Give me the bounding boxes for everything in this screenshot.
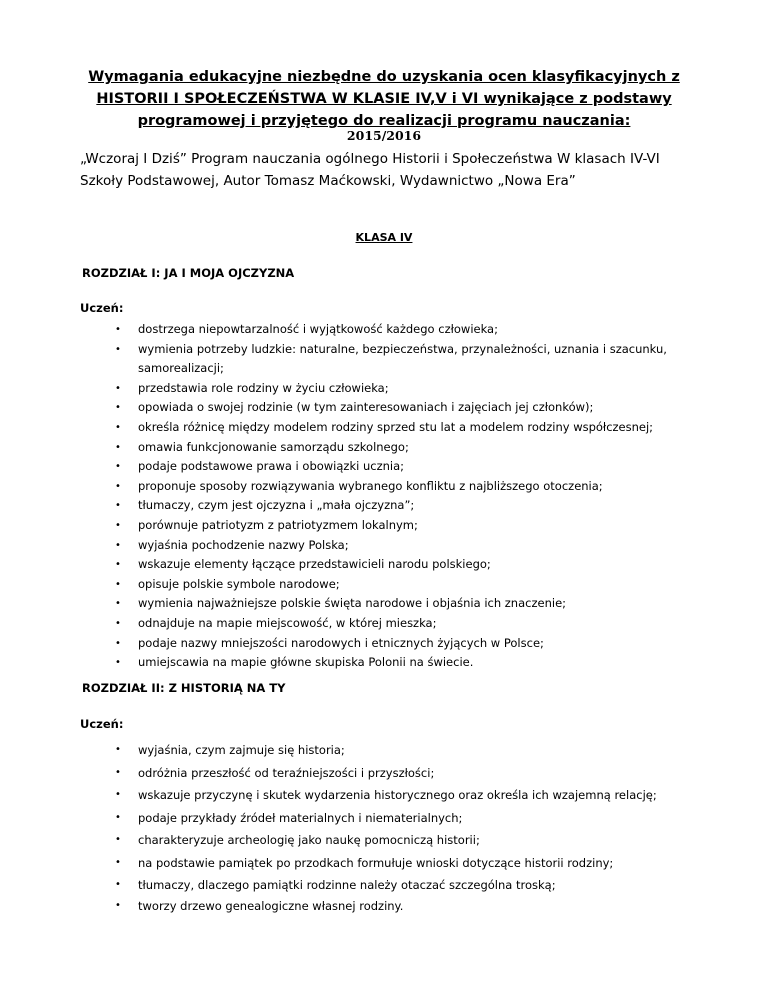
list-item: [0, 897, 698, 915]
bullet-icon: •: [115, 441, 121, 453]
list-item: [0, 457, 698, 477]
list-item-text: przedstawia role rodziny w życiu człowieka;: [138, 380, 389, 395]
list-item: [0, 379, 698, 399]
bullet-icon: •: [115, 899, 121, 911]
bullet-icon: •: [115, 578, 121, 590]
list-item: [0, 807, 698, 830]
program-line: Szkoły Podstawowej, Autor Tomasz Maćkowski, Wydawnictwo „Nowa Era”: [80, 173, 576, 189]
class-heading: KLASA IV: [355, 231, 413, 244]
list-item-text: wyjaśnia pochodzenie nazwy Polska;: [138, 537, 349, 552]
list-item-text: tłumaczy, czym jest ojczyzna i „mała ojczyzna”;: [138, 498, 415, 513]
list-item-text: tworzy drzewo genealogiczne własnej rodziny.: [138, 898, 404, 913]
bullet-icon: •: [115, 500, 121, 512]
bullet-icon: •: [115, 480, 121, 492]
list-item-text: podaje przykłady źródeł materialnych i niematerialnych;: [138, 810, 463, 825]
list-item-text: tłumaczy, dlaczego pamiątki rodzinne należy otaczać szczególna troską;: [138, 878, 556, 892]
list-item-text: charakteryzuje archeologię jako naukę pomocniczą historii;: [138, 833, 480, 847]
student-label: Uczeń:: [80, 717, 124, 731]
list-item: [0, 536, 698, 556]
bullet-icon: •: [115, 811, 121, 823]
list-item: [0, 418, 698, 438]
list-item: [0, 614, 698, 634]
list-item-text: określa różnicę między modelem rodziny sprzed stu lat a modelem rodziny współczesnej;: [138, 419, 654, 434]
bullet-icon: •: [115, 766, 121, 778]
list-item-text: dostrzega niepowtarzalność i wyjątkowość każdego człowieka;: [138, 322, 498, 336]
list-item-text: odnajduje na mapie miejscowość, w której mieszka;: [138, 615, 437, 630]
list-item: [0, 874, 698, 897]
list-item: [0, 555, 698, 575]
student-label: Uczeń:: [80, 301, 124, 315]
title-line: Wymagania edukacyjne niezbędne do uzyskania ocen klasyfikacyjnych z: [88, 69, 680, 85]
bullet-icon: •: [115, 657, 121, 669]
bullet-icon: •: [115, 539, 121, 551]
list-item-text: wskazuje przyczynę i skutek wydarzenia historycznego oraz określa ich wzajemną relację;: [138, 788, 657, 802]
list-item: [0, 852, 698, 875]
list-item: [0, 340, 698, 379]
bullet-icon: •: [115, 789, 121, 800]
requirements-list: [0, 320, 768, 673]
list-item: [0, 477, 698, 497]
list-item: [0, 634, 698, 654]
list-item-text: na podstawie pamiątek po przodkach formułuje wnioski dotyczące historii rodziny;: [138, 855, 614, 870]
list-item: [0, 762, 698, 785]
bullet-icon: •: [115, 856, 121, 868]
chapter-title: ROZDZIAŁ II: Z HISTORIĄ NA TY: [82, 681, 286, 695]
list-item-text: wymienia najważniejsze polskie święta narodowe i objaśnia ich znaczenie;: [138, 596, 567, 611]
bullet-icon: •: [115, 834, 121, 845]
bullet-icon: •: [115, 879, 121, 890]
list-item: [0, 496, 698, 516]
bullet-icon: •: [115, 461, 121, 473]
list-item: [0, 516, 698, 536]
list-item: [0, 398, 698, 418]
list-item-text: omawia funkcjonowanie samorządu szkolnego;: [138, 439, 409, 454]
list-item: [0, 594, 698, 614]
list-item-text: opowiada o swojej rodzinie (w tym zainteresowaniach i zajęciach jej członków);: [138, 400, 594, 415]
list-item: [0, 320, 698, 340]
bullet-icon: •: [115, 637, 121, 649]
program-line: „Wczoraj I Dziś” Program nauczania ogólnego Historii i Społeczeństwa W klasach IV-VI: [80, 151, 660, 167]
bullet-icon: •: [115, 617, 121, 629]
bullet-icon: •: [115, 598, 121, 610]
list-item: [0, 739, 698, 762]
list-item: [0, 784, 698, 807]
list-item-text: podaje nazwy mniejszości narodowych i etnicznych żyjących w Polsce;: [138, 635, 544, 650]
list-item-text: odróżnia przeszłość od teraźniejszości i przyszłości;: [138, 765, 435, 780]
program-description: [80, 148, 700, 192]
document-title: [80, 66, 688, 132]
list-item: [0, 438, 698, 458]
list-item-text: wymienia potrzeby ludzkie: naturalne, bezpieczeństwa, przynależności, uznania i szacunku, samorealizacji;: [138, 341, 667, 376]
list-item-text: wyjaśnia, czym zajmuje się historia;: [138, 743, 345, 757]
title-line: programowej i przyjętego do realizacji programu nauczania:: [137, 113, 631, 129]
list-item-text: wskazuje elementy łączące przedstawicieli narodu polskiego;: [138, 557, 491, 572]
bullet-icon: •: [115, 519, 121, 531]
list-item-text: umiejscawia na mapie główne skupiska Polonii na świecie.: [138, 655, 474, 670]
list-item: [0, 829, 698, 852]
bullet-icon: •: [115, 324, 121, 335]
bullet-icon: •: [115, 402, 121, 414]
chapter-title: ROZDZIAŁ I: JA I MOJA OJCZYZNA: [82, 266, 295, 280]
list-item: [0, 575, 698, 595]
list-item-text: opisuje polskie symbole narodowe;: [138, 576, 340, 591]
list-item-text: proponuje sposoby rozwiązywania wybranego konfliktu z najbliższego otoczenia;: [138, 478, 603, 493]
list-item-text: podaje podstawowe prawa i obowiązki ucznia;: [138, 459, 405, 474]
school-year: 2015/2016: [346, 128, 422, 143]
list-item: [0, 653, 698, 673]
requirements-list: [0, 739, 768, 915]
bullet-icon: •: [115, 421, 121, 433]
bullet-icon: •: [115, 343, 121, 355]
title-line: HISTORII I SPOŁECZEŃSTWA W KLASIE IV,V i VI wynikające z podstawy: [96, 91, 672, 107]
list-item-text: porównuje patriotyzm z patriotyzmem lokalnym;: [138, 517, 418, 532]
bullet-icon: •: [115, 382, 121, 394]
bullet-icon: •: [115, 744, 121, 755]
bullet-icon: •: [115, 559, 121, 571]
